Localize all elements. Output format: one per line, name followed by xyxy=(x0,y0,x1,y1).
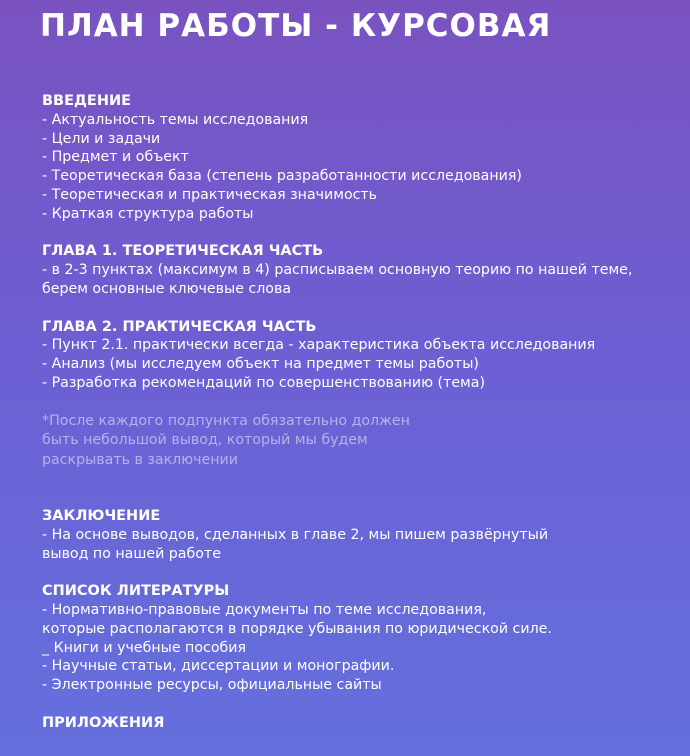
list-item: - Нормативно-правовые документы по теме исследования, xyxy=(42,602,487,619)
list-item: - Предмет и объект xyxy=(42,149,189,166)
list-item: - Краткая структура работы xyxy=(42,205,254,222)
list-item: вывод по нашей работе xyxy=(42,545,221,562)
footnote xyxy=(42,412,672,471)
page-title: ПЛАН РАБОТЫ - КУРСОВАЯ xyxy=(40,8,552,44)
section-introduction xyxy=(42,92,672,224)
section-chapter-2 xyxy=(42,318,672,393)
section-appendices xyxy=(42,714,672,733)
footnote-line: *После каждого подпункта обязательно должен xyxy=(42,412,410,429)
list-item: берем основные ключевые слова xyxy=(42,280,292,297)
section-heading: СПИСОК ЛИТЕРАТУРЫ xyxy=(42,583,230,600)
section-heading: ГЛАВА 2. ПРАКТИЧЕСКАЯ ЧАСТЬ xyxy=(42,318,317,335)
list-item: - Электронные ресурсы, официальные сайты xyxy=(42,677,382,694)
footnote-line: раскрывать в заключении xyxy=(42,451,238,468)
list-item: - Актуальность темы исследования xyxy=(42,111,309,128)
list-item: которые располагаются в порядке убывания по юридической силе. xyxy=(42,620,552,637)
list-item: - Научные статьи, диссертации и монографии. xyxy=(42,658,395,675)
list-item: - Разработка рекомендаций по совершенствованию (тема) xyxy=(42,374,485,391)
list-item: - в 2-3 пунктах (максимум в 4) расписываем основную теорию по нашей теме, xyxy=(42,262,633,279)
section-chapter-1 xyxy=(42,242,672,298)
plan-content xyxy=(42,92,672,733)
footnote-line: быть небольшой вывод, который мы будем xyxy=(42,432,368,449)
section-heading: ГЛАВА 1. ТЕОРЕТИЧЕСКАЯ ЧАСТЬ xyxy=(42,243,324,260)
list-item: _ Книги и учебные пособия xyxy=(42,639,247,656)
section-conclusion xyxy=(42,507,672,563)
section-heading: ВВЕДЕНИЕ xyxy=(42,93,132,109)
list-item: - Цели и задачи xyxy=(42,130,161,147)
list-item: - Анализ (мы исследуем объект на предмет темы работы) xyxy=(42,356,479,373)
section-heading: ПРИЛОЖЕНИЯ xyxy=(42,714,165,731)
list-item: - Теоретическая база (степень разработанности исследования) xyxy=(42,168,522,185)
section-bibliography xyxy=(42,582,672,695)
list-item: - Пункт 2.1. практически всегда - характеристика объекта исследования xyxy=(42,337,596,354)
section-heading: ЗАКЛЮЧЕНИЕ xyxy=(42,508,161,525)
list-item: - Теоретическая и практическая значимость xyxy=(42,186,378,203)
list-item: - На основе выводов, сделанных в главе 2, мы пишем развёрнутый xyxy=(42,526,549,543)
